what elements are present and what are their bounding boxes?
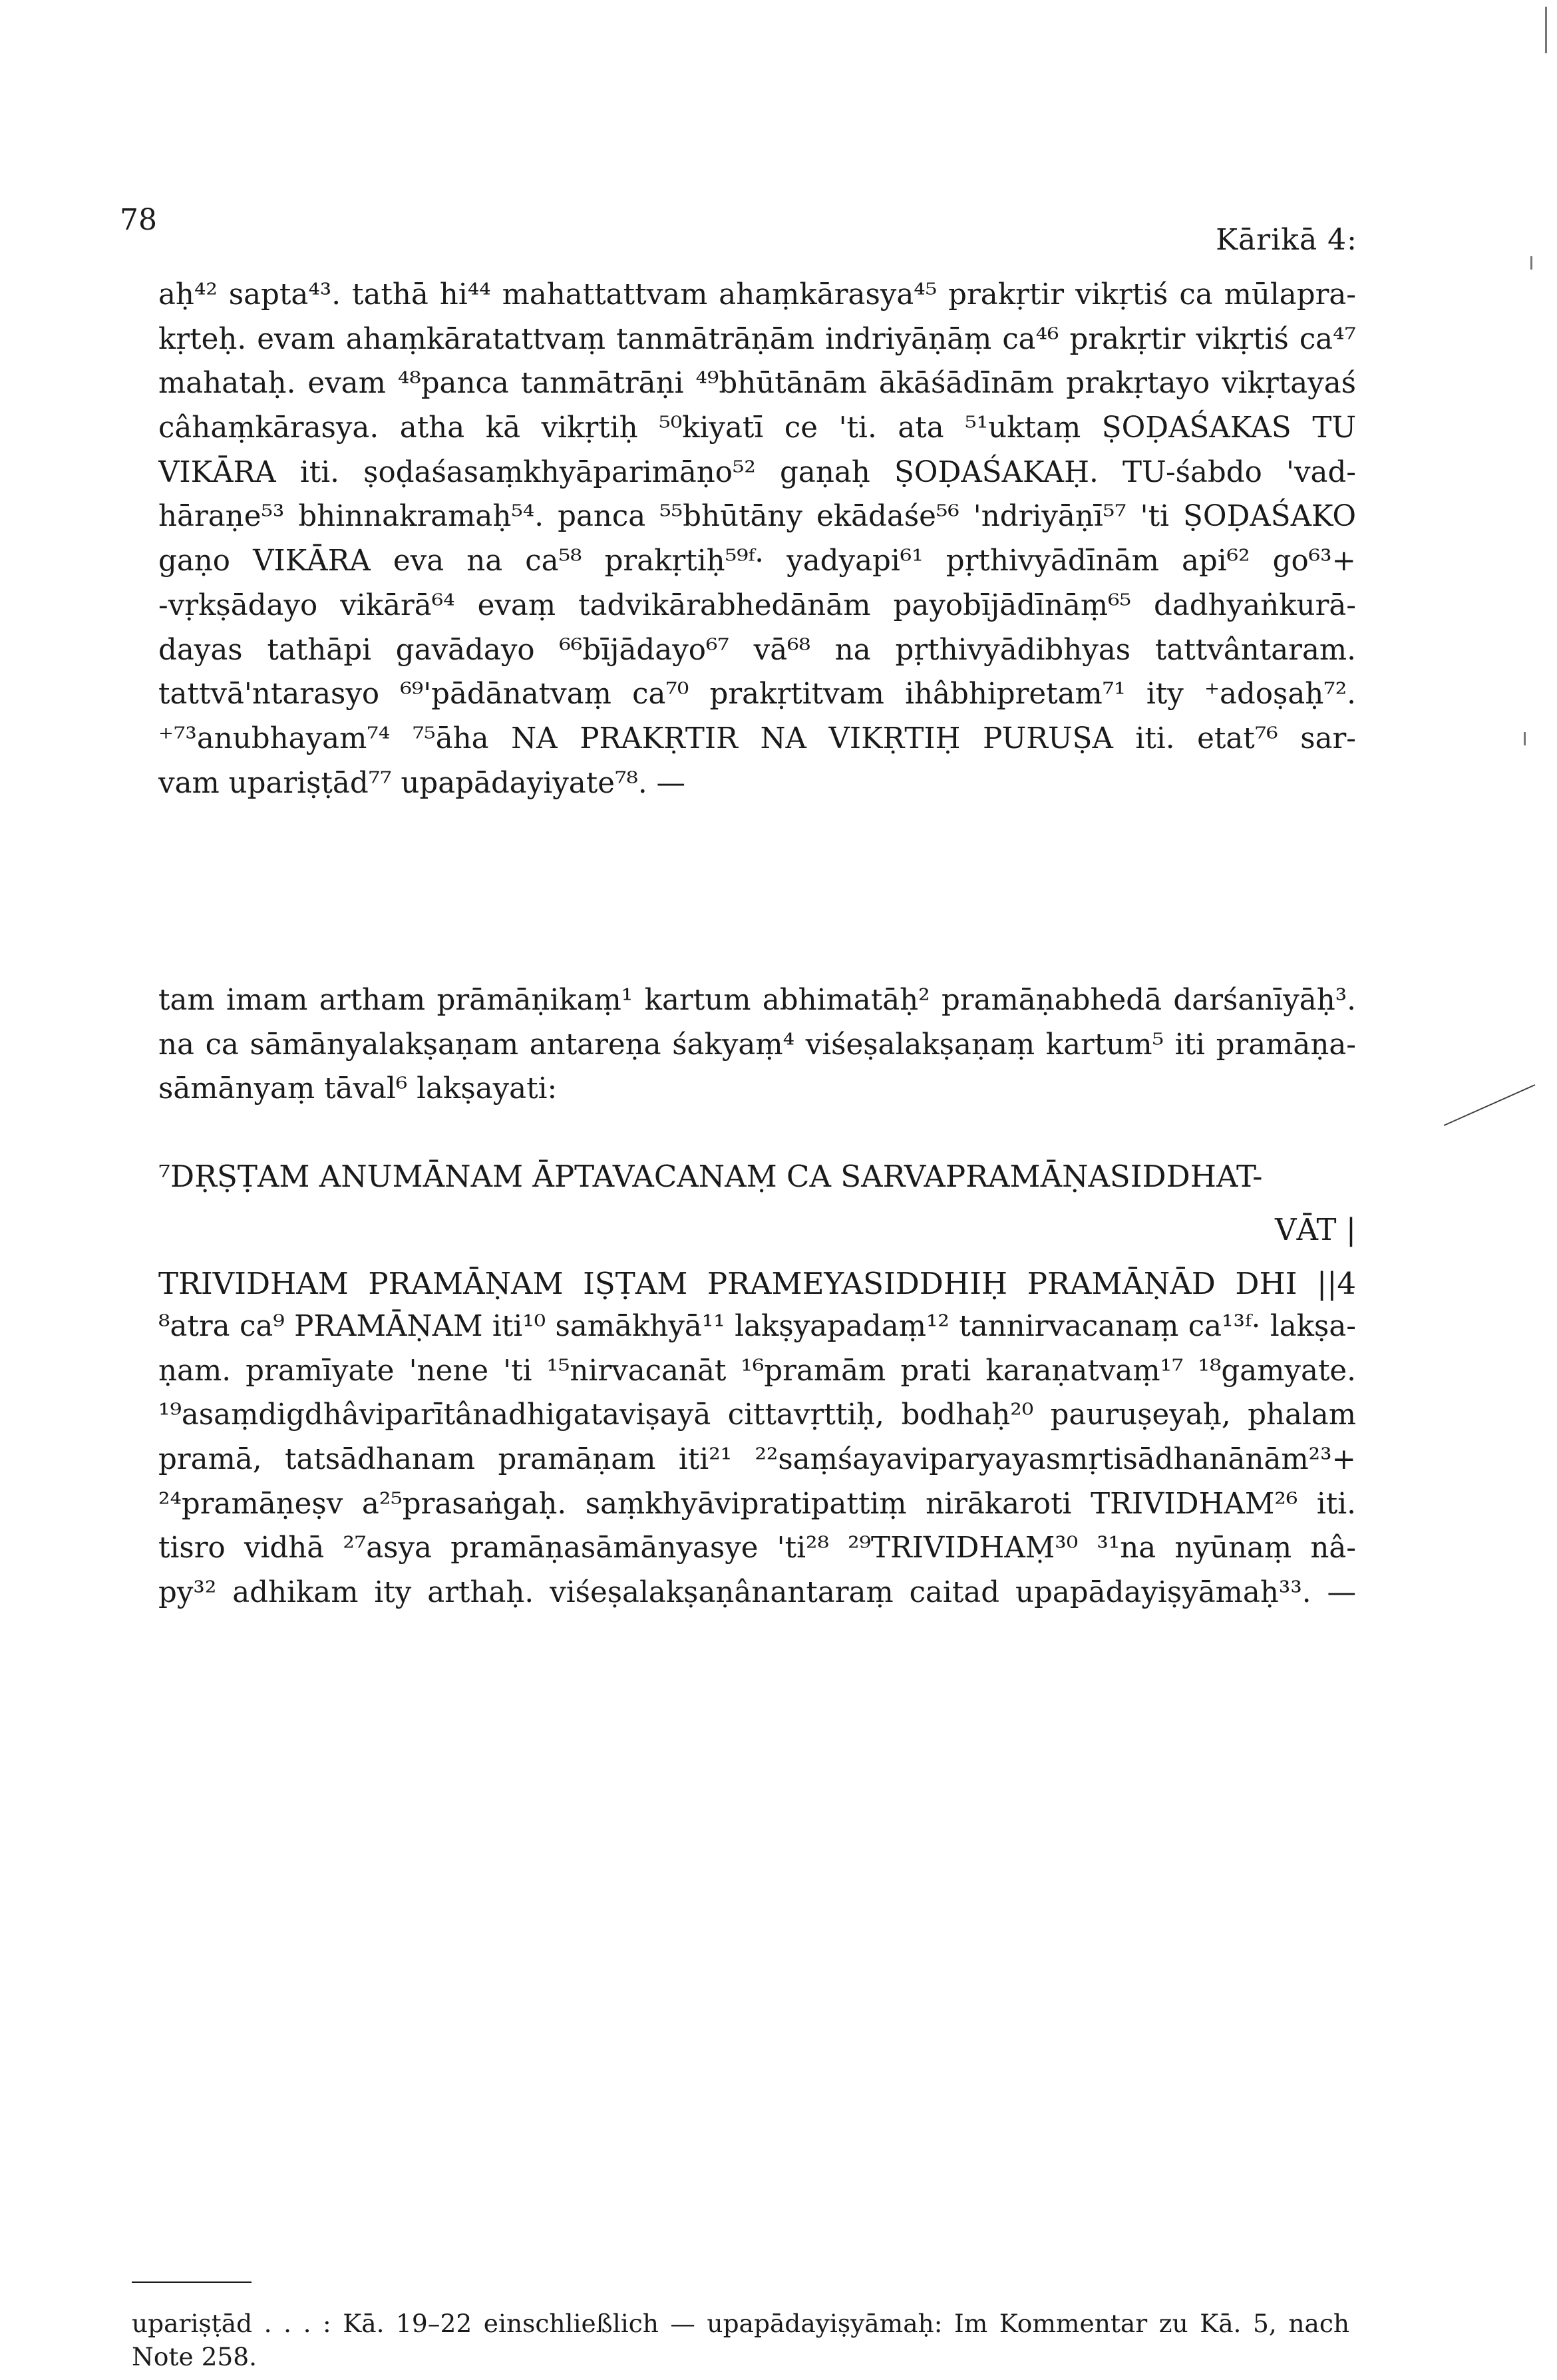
text-line: sāmānyaṃ tāval⁶ lakṣayati: xyxy=(158,1072,558,1106)
introduction-paragraph xyxy=(158,978,1356,1111)
footnote-line: upariṣṭād . . . : Kā. 19–22 einschließlich — upapādayiṣyāmaḥ: Im Kommentar zu Kā. 5, nach xyxy=(132,2309,1349,2338)
karika-verse xyxy=(158,1145,1356,1315)
text-line: -vṛkṣādayo vikārā⁶⁴ evaṃ tadvikārabhedānām payobījādīnāṃ⁶⁵ dadhyaṅkurā- xyxy=(158,588,1356,622)
text-line: ṇam. pramīyate 'nene 'ti ¹⁵nirvacanāt ¹⁶pramām prati karaṇatvaṃ¹⁷ ¹⁸gamyate. xyxy=(158,1354,1356,1388)
page-number: 78 xyxy=(120,203,157,237)
verse-line-2: VĀT | xyxy=(1274,1212,1356,1247)
text-line: dayas tathāpi gavādayo ⁶⁶bījādayo⁶⁷ vā⁶⁸ na pṛthivyādibhyas tattvântaram. xyxy=(158,633,1356,667)
text-line: hāraṇe⁵³ bhinnakramaḥ⁵⁴. panca ⁵⁵bhūtāny ekādaśe⁵⁶ 'ndriyāṇī⁵⁷ 'ti ṢOḌAŚAKO xyxy=(158,500,1356,534)
text-line: VIKĀRA iti. ṣoḍaśasaṃkhyāparimāṇo⁵² gaṇaḥ ṢOḌAŚAKAḤ. TU-śabdo 'vad- xyxy=(158,455,1356,489)
text-line: tam imam artham prāmāṇikaṃ¹ kartum abhimatāḥ² pramāṇabhedā darśanīyāḥ³. xyxy=(158,984,1356,1017)
footnote-line: Note 258. xyxy=(132,2342,258,2371)
text-line: py³² adhikam ity arthaḥ. viśeṣalakṣaṇânantaraṃ caitad upapādayiṣyāmaḥ³³. — xyxy=(158,1576,1356,1610)
margin-pencil-stroke xyxy=(1444,1084,1536,1126)
verse-line-3: TRIVIDHAM PRAMĀṆAM IṢṬAM PRAMEYASIDDHIḤ PRAMĀṆĀD DHI ||4 xyxy=(158,1266,1356,1301)
text-line: mahataḥ. evam ⁴⁸panca tanmātrāṇi ⁴⁹bhūtānām ākāśādīnām prakṛtayo vikṛtayaś xyxy=(158,367,1356,401)
commentary-paragraph-1 xyxy=(158,273,1356,805)
text-line: ²⁴pramāṇeṣv a²⁵prasaṅgaḥ. saṃkhyāvipratipattiṃ nirākaroti TRIVIDHAM²⁶ iti. xyxy=(158,1487,1356,1521)
footnote-rule xyxy=(132,2281,252,2283)
text-line: pramā, tatsādhanam pramāṇam iti²¹ ²²saṃśayaviparyayasmṛtisādhanānām²³+ xyxy=(158,1443,1356,1477)
text-line: kṛteḥ. evam ahaṃkāratattvaṃ tanmātrāṇām indriyāṇāṃ ca⁴⁶ prakṛtir vikṛtiś ca⁴⁷ xyxy=(158,322,1356,356)
text-line: ⁸atra ca⁹ PRAMĀṆAM iti¹⁰ samākhyā¹¹ lakṣyapadaṃ¹² tannirvacanaṃ ca¹³ᶠ· lakṣa- xyxy=(158,1310,1356,1343)
text-line: tattvā'ntarasyo ⁶⁹'pādānatvaṃ ca⁷⁰ prakṛtitvam ihâbhipretam⁷¹ ity ⁺adoṣaḥ⁷². xyxy=(158,678,1356,711)
commentary-paragraph-2 xyxy=(158,1304,1356,1615)
text-line: gaṇo VIKĀRA eva na ca⁵⁸ prakṛtiḥ⁵⁹ᶠ· yadyapi⁶¹ pṛthivyādīnām api⁶² go⁶³+ xyxy=(158,544,1356,578)
footnote xyxy=(132,2307,1349,2373)
margin-mark xyxy=(1530,256,1532,270)
text-line: ¹⁹asaṃdigdhâviparītânadhigataviṣayā cittavṛttiḥ, bodhaḥ²⁰ pauruṣeyaḥ, phalam xyxy=(158,1398,1356,1432)
text-line: tisro vidhā ²⁷asya pramāṇasāmānyasye 'ti²⁸ ²⁹TRIVIDHAṂ³⁰ ³¹na nyūnaṃ nâ- xyxy=(158,1531,1356,1565)
text-line: vam upariṣṭād⁷⁷ upapādayiyate⁷⁸. — xyxy=(158,766,685,800)
text-line: aḥ⁴² sapta⁴³. tathā hi⁴⁴ mahattattvam ahaṃkārasya⁴⁵ prakṛtir vikṛtiś ca mūlapra- xyxy=(158,278,1356,311)
text-line: na ca sāmānyalakṣaṇam antareṇa śakyaṃ⁴ viśeṣalakṣaṇaṃ kartum⁵ iti pramāṇa- xyxy=(158,1028,1356,1062)
text-line: ⁺⁷³anubhayam⁷⁴ ⁷⁵āha NA PRAKṚTIR NA VIKṚTIḤ PURUṢA iti. etat⁷⁶ sar- xyxy=(158,721,1356,755)
margin-mark xyxy=(1524,732,1526,745)
verse-line-1: ⁷DṚṢṬAM ANUMĀNAM ĀPTAVACANAṂ CA SARVAPRAMĀṆASIDDHAT- xyxy=(158,1159,1263,1194)
text-line: câhaṃkārasya. atha kā vikṛtiḥ ⁵⁰kiyatī ce 'ti. ata ⁵¹uktaṃ ṢOḌAŚAKAS TU xyxy=(158,411,1356,445)
margin-mark xyxy=(1545,7,1547,53)
running-head: Kārikā 4: xyxy=(1216,223,1357,257)
